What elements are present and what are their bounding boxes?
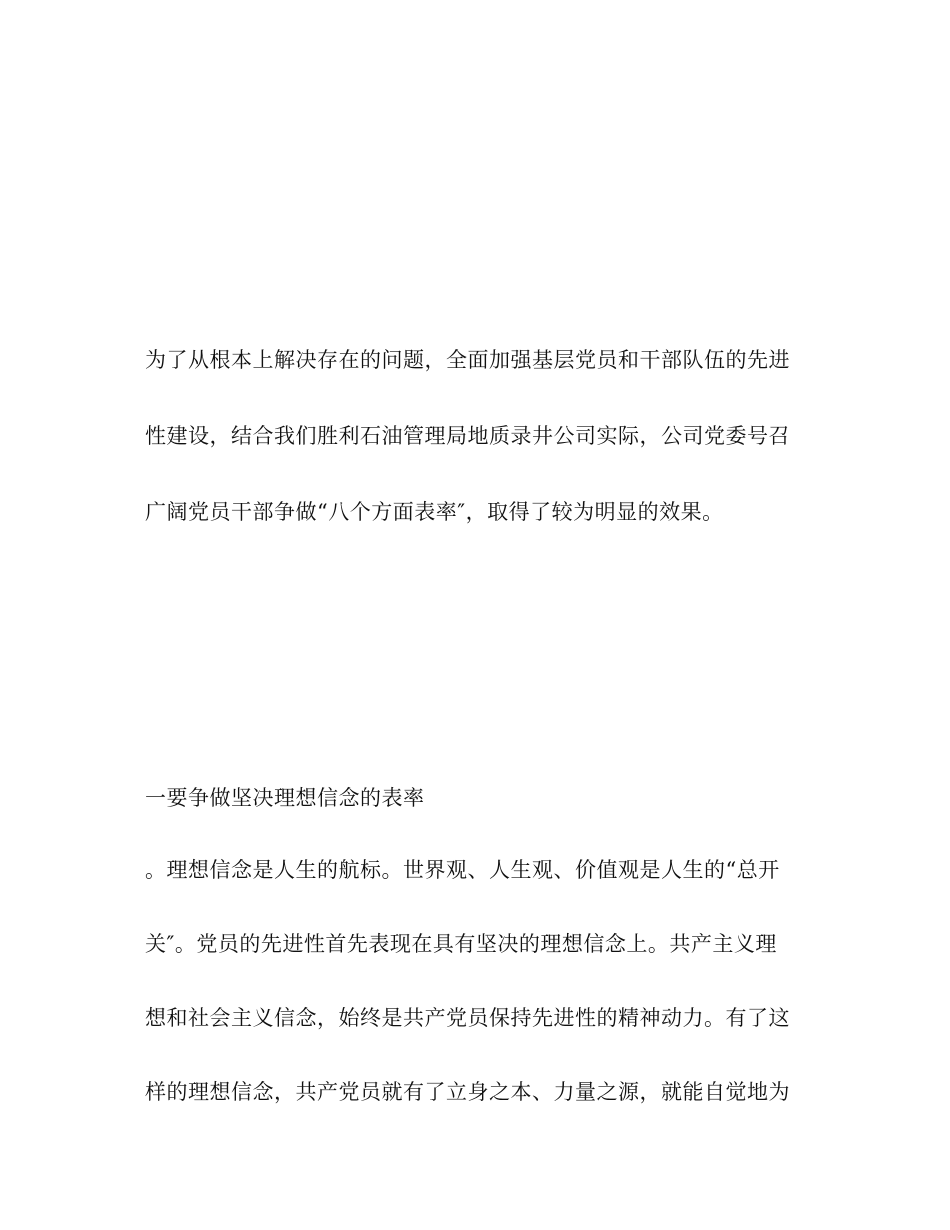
paragraph-line: 性建设，结合我们胜利石油管理局地质录井公司实际，公司党委号召 — [145, 424, 790, 448]
paragraph-line: 关″。党员的先进性首先表现在具有坚决的理想信念上。共产主义理 — [145, 932, 777, 956]
paragraph-line: 。理想信念是人生的航标。世界观、人生观、价值观是人生的“总开 — [145, 858, 780, 882]
paragraph-line: 广阔党员干部争做“八个方面表率″，取得了较为明显的效果。 — [145, 500, 724, 524]
paragraph-line: 为了从根本上解决存在的问题，全面加强基层党员和干部队伍的先进 — [145, 348, 790, 372]
paragraph-line: 想和社会主义信念，始终是共产党员保持先进性的精神动力。有了这 — [145, 1006, 790, 1030]
intro-paragraph — [145, 348, 805, 524]
paragraph-line: 样的理想信念，共产党员就有了立身之本、力量之源，就能自觉地为 — [145, 1080, 790, 1104]
section-heading: 一要争做坚决理想信念的表率 — [145, 786, 425, 810]
body-paragraph — [145, 858, 805, 1104]
